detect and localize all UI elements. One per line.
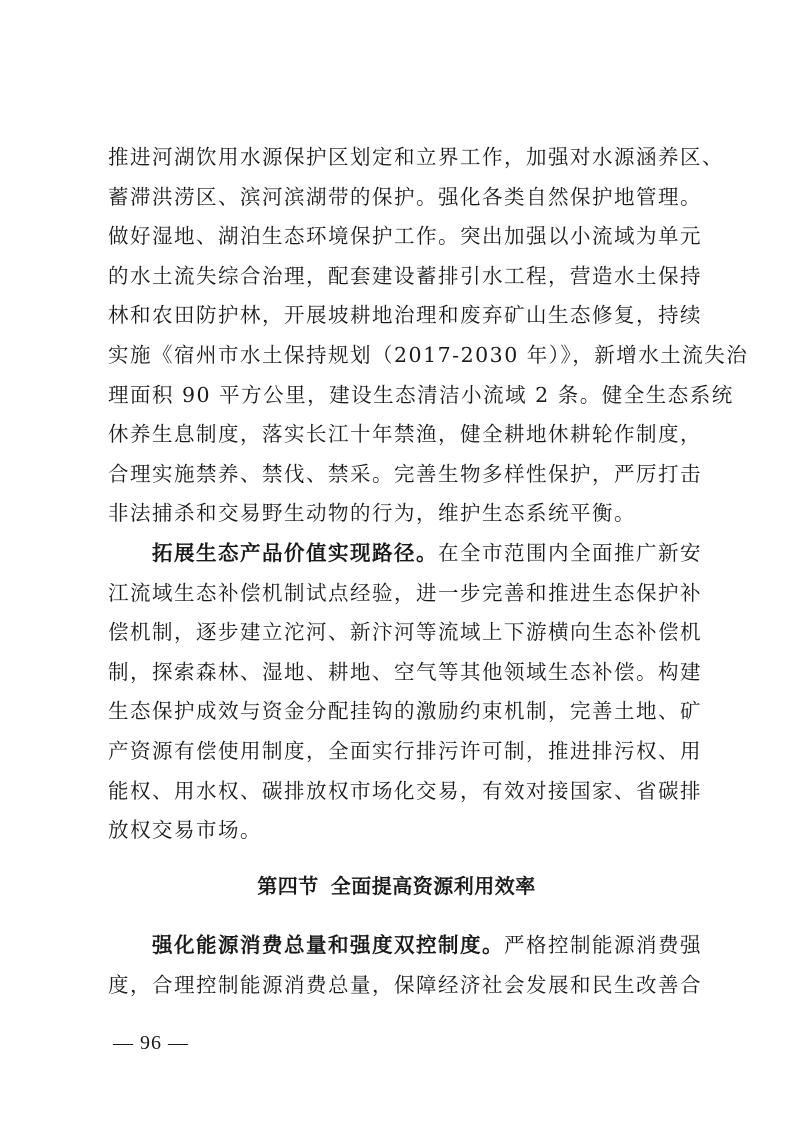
paragraph-line-rest: 在全市范围内全面推广新安 [438,541,702,565]
paragraph-line: 制，探索森林、湿地、耕地、空气等其他领域生态补偿。构建 [108,659,702,684]
section-heading [0,866,793,906]
section-title: 全面提高资源利用效率 [330,874,536,898]
paragraph-lead-phrase: 拓展生态产品价值实现路径。 [152,541,438,565]
paragraph-first-line [108,534,702,574]
paragraph-line: 实施《宿州市水土保持规划（2017-2030 年）》，新增水土流失治 [108,342,749,367]
section-number: 第四节 [257,874,319,898]
paragraph-line: 休养生息制度，落实长江十年禁渔，健全耕地休耕轮作制度， [108,422,702,447]
paragraph-eco-product-value [108,534,702,851]
paragraph-energy-dual-control [108,926,702,1005]
paragraph-line: 非法捕杀和交易野生动物的行为，维护生态系统平衡。 [108,501,636,526]
paragraph-line: 偿机制，逐步建立沱河、新汴河等流域上下游横向生态补偿机 [108,620,702,645]
paragraph-line: 生态保护成效与资金分配挂钩的激励约束机制，完善土地、矿 [108,699,702,724]
paragraph-line: 的水土流失综合治理，配套建设蓄排引水工程，营造水土保持 [108,263,702,288]
paragraph-lead-phrase: 强化能源消费总量和强度双控制度。 [152,933,504,957]
paragraph-line: 能权、用水权、碳排放权市场化交易，有效对接国家、省碳排 [108,778,702,803]
page-number: — 96 — [113,1032,189,1054]
paragraph-line: 产资源有偿使用制度，全面实行排污许可制，推进排污权、用 [108,738,702,763]
paragraph-line-rest: 严格控制能源消费强 [504,933,702,957]
paragraph-line: 林和农田防护林，开展坡耕地治理和废弃矿山生态修复，持续 [108,303,702,328]
paragraph-line: 蓄滞洪涝区、滨河滨湖带的保护。强化各类自然保护地管理。 [108,184,702,209]
paragraph-line: 理面积 90 平方公里，建设生态清洁小流域 2 条。健全生态系统 [108,382,734,407]
paragraph-first-line [108,926,702,966]
paragraph-line: 做好湿地、湖泊生态环境保护工作。突出加强以小流域为单元 [108,224,702,249]
paragraph-line: 合理实施禁养、禁伐、禁采。完善生物多样性保护，严厉打击 [108,461,702,486]
paragraph-line: 度，合理控制能源消费总量，保障经济社会发展和民生改善合 [108,972,702,997]
paragraph-line: 推进河湖饮用水源保护区划定和立界工作，加强对水源涵养区、 [108,145,724,169]
paragraph-line: 江流域生态补偿机制试点经验，进一步完善和推进生态保护补 [108,580,702,605]
paragraph-line: 放权交易市场。 [108,818,262,843]
paragraph-water-protection [108,138,749,534]
